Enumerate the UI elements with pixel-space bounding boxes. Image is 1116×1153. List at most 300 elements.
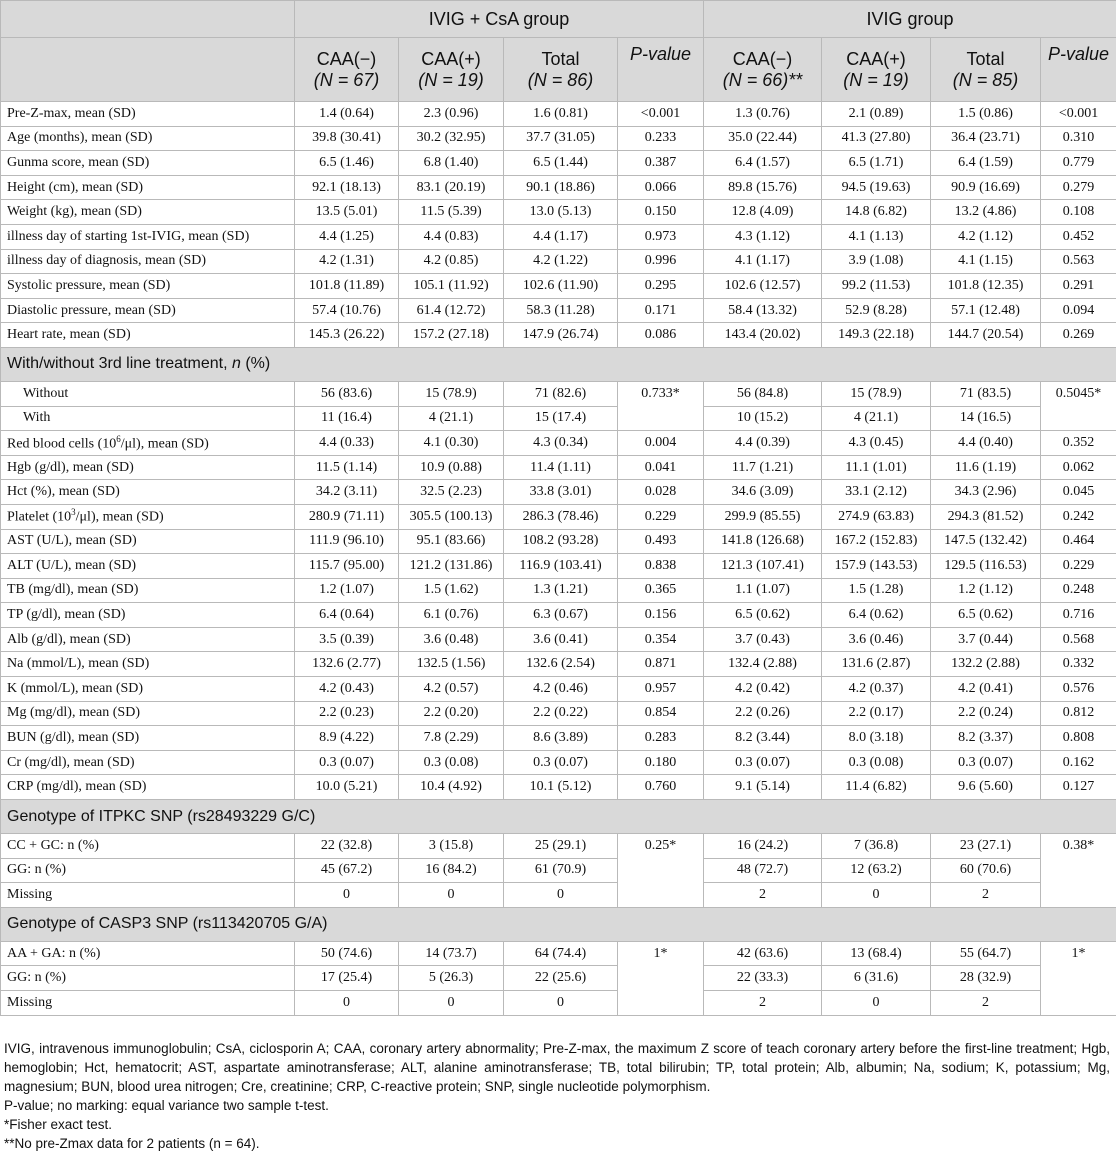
value-cell: 3.9 (1.08) — [822, 249, 931, 274]
section-title: Genotype of CASP3 SNP (rs113420705 G/A) — [1, 907, 1116, 941]
table-row — [1, 274, 1116, 299]
section-text: n — [232, 355, 241, 372]
row-label: Missing — [1, 991, 295, 1016]
p-value-cell: 0.779 — [1041, 151, 1116, 176]
value-cell: 94.5 (19.63) — [822, 175, 931, 200]
value-cell: 143.4 (20.02) — [704, 323, 822, 348]
p-value-cell: 0.248 — [1041, 578, 1116, 603]
value-cell: 56 (83.6) — [295, 381, 399, 406]
value-cell: 132.4 (2.88) — [704, 652, 822, 677]
table-row — [1, 578, 1116, 603]
value-cell: 102.6 (12.57) — [704, 274, 822, 299]
p-value-cell: 0.854 — [618, 701, 704, 726]
row-label: illness day of starting 1st-IVIG, mean (SD) — [1, 224, 295, 249]
table-row — [1, 966, 1116, 991]
p-value-cell: 0.150 — [618, 200, 704, 225]
table-row — [1, 775, 1116, 800]
value-cell: 4.2 (0.41) — [931, 677, 1041, 702]
row-label — [1, 431, 295, 456]
value-cell: 32.5 (2.23) — [399, 480, 504, 505]
value-cell: 58.4 (13.32) — [704, 298, 822, 323]
row-label: With — [1, 406, 295, 431]
value-cell: 4.2 (1.12) — [931, 224, 1041, 249]
value-cell: 10.4 (4.92) — [399, 775, 504, 800]
row-label: ALT (U/L), mean (SD) — [1, 554, 295, 579]
table-row — [1, 200, 1116, 225]
p-value-cell: 0.156 — [618, 603, 704, 628]
p-value-cell: 0.563 — [1041, 249, 1116, 274]
value-cell: 6.4 (1.57) — [704, 151, 822, 176]
table-row — [1, 677, 1116, 702]
section-text: (%) — [241, 355, 270, 372]
value-cell: 3.6 (0.48) — [399, 627, 504, 652]
p-value-cell: 0.086 — [618, 323, 704, 348]
value-cell: 6.5 (1.44) — [504, 151, 618, 176]
value-cell: 22 (32.8) — [295, 834, 399, 859]
group-header-row — [1, 1, 1116, 38]
value-cell: 14.8 (6.82) — [822, 200, 931, 225]
value-cell: 34.2 (3.11) — [295, 480, 399, 505]
value-cell: 6.3 (0.67) — [504, 603, 618, 628]
p-value-cell: 0.028 — [618, 480, 704, 505]
value-cell: 3.7 (0.44) — [931, 627, 1041, 652]
value-cell: 0.3 (0.07) — [931, 750, 1041, 775]
value-cell: 11.1 (1.01) — [822, 455, 931, 480]
value-cell: 0.3 (0.07) — [704, 750, 822, 775]
value-cell: 6.5 (1.71) — [822, 151, 931, 176]
value-cell: 0 — [399, 991, 504, 1016]
p-value-cell: 0.838 — [618, 554, 704, 579]
p-value-cell: 0.352 — [1041, 431, 1116, 456]
p-value-cell: 0.108 — [1041, 200, 1116, 225]
row-label: Without — [1, 381, 295, 406]
value-cell: 36.4 (23.71) — [931, 126, 1041, 151]
value-cell: 48 (72.7) — [704, 858, 822, 883]
value-cell: 0.3 (0.07) — [504, 750, 618, 775]
value-cell: 4.4 (0.39) — [704, 431, 822, 456]
value-cell: 299.9 (85.55) — [704, 504, 822, 529]
value-cell: 4.3 (1.12) — [704, 224, 822, 249]
row-label: Gunma score, mean (SD) — [1, 151, 295, 176]
value-cell: 11.7 (1.21) — [704, 455, 822, 480]
label-text: /μl), mean (SD) — [76, 510, 164, 525]
col-header-pvalue: P-value — [1041, 38, 1116, 102]
value-cell: 4.4 (0.40) — [931, 431, 1041, 456]
p-value-cell: 0.38* — [1041, 834, 1116, 908]
value-cell: 6.4 (1.59) — [931, 151, 1041, 176]
value-cell: 5 (26.3) — [399, 966, 504, 991]
p-value-cell: 0.162 — [1041, 750, 1116, 775]
value-cell: 0 — [822, 883, 931, 908]
value-cell: 61.4 (12.72) — [399, 298, 504, 323]
section-treatment — [1, 347, 1116, 381]
value-cell: 121.3 (107.41) — [704, 554, 822, 579]
table-row — [1, 249, 1116, 274]
p-value-cell: <0.001 — [1041, 102, 1116, 127]
value-cell: 1.6 (0.81) — [504, 102, 618, 127]
value-cell: 147.5 (132.42) — [931, 529, 1041, 554]
value-cell: 61 (70.9) — [504, 858, 618, 883]
abbreviations-note: IVIG, intravenous immunoglobulin; CsA, ciclosporin A; CAA, coronary artery abnormality; Pre-Z-max, the maximum Z score of teach coronary artery before the first-line treatment; Hgb, hemoglobin; Hct, hematocrit; AST, aspartate aminotransferase; ALT, alanine aminotransferase; TB, total bilirubin; TP, total protein; Alb, albumin; Na, sodium; K, potassium; Mg, magnesium; BUN, blood urea nitrogen; Cre, creatinine; CRP, C-reactive protein; SNP, single nucleotide polymorphism. — [4, 1039, 1110, 1096]
p-value-cell: 0.576 — [1041, 677, 1116, 702]
value-cell: 4.4 (1.17) — [504, 224, 618, 249]
group1-header: IVIG + CsA group — [295, 1, 704, 38]
row-label: Diastolic pressure, mean (SD) — [1, 298, 295, 323]
value-cell: 34.6 (3.09) — [704, 480, 822, 505]
p-value-cell: 0.171 — [618, 298, 704, 323]
row-label: TP (g/dl), mean (SD) — [1, 603, 295, 628]
value-cell: 2 — [704, 883, 822, 908]
value-cell: 17 (25.4) — [295, 966, 399, 991]
p-value-cell: 0.387 — [618, 151, 704, 176]
value-cell: 13.2 (4.86) — [931, 200, 1041, 225]
value-cell: 116.9 (103.41) — [504, 554, 618, 579]
value-cell: 11.5 (1.14) — [295, 455, 399, 480]
p-value-cell: 0.229 — [618, 504, 704, 529]
p-value-cell: 0.180 — [618, 750, 704, 775]
value-cell: 16 (24.2) — [704, 834, 822, 859]
value-cell: 6.5 (1.46) — [295, 151, 399, 176]
row-label: CRP (mg/dl), mean (SD) — [1, 775, 295, 800]
value-cell: 3.5 (0.39) — [295, 627, 399, 652]
table-row — [1, 323, 1116, 348]
value-cell: 13.5 (5.01) — [295, 200, 399, 225]
value-cell: 280.9 (71.11) — [295, 504, 399, 529]
section-title — [1, 347, 1116, 381]
value-cell: 157.2 (27.18) — [399, 323, 504, 348]
value-cell: 4.4 (1.25) — [295, 224, 399, 249]
value-cell: 8.6 (3.89) — [504, 726, 618, 751]
value-cell: 2 — [931, 883, 1041, 908]
label-text: /μl), mean (SD) — [121, 436, 209, 451]
value-cell: 12.8 (4.09) — [704, 200, 822, 225]
value-cell: 105.1 (11.92) — [399, 274, 504, 299]
p-value-cell: 0.452 — [1041, 224, 1116, 249]
p-value-cell: 0.493 — [618, 529, 704, 554]
row-label: Height (cm), mean (SD) — [1, 175, 295, 200]
row-label: GG: n (%) — [1, 858, 295, 883]
value-cell: 132.6 (2.54) — [504, 652, 618, 677]
value-cell: 58.3 (11.28) — [504, 298, 618, 323]
row-label: illness day of diagnosis, mean (SD) — [1, 249, 295, 274]
value-cell: 2.3 (0.96) — [399, 102, 504, 127]
value-cell: 4.4 (0.83) — [399, 224, 504, 249]
row-label: Age (months), mean (SD) — [1, 126, 295, 151]
value-cell: 286.3 (78.46) — [504, 504, 618, 529]
value-cell: 6 (31.6) — [822, 966, 931, 991]
p-value-cell: 0.812 — [1041, 701, 1116, 726]
col-header: CAA(+) (N = 19) — [822, 38, 931, 102]
value-cell: 129.5 (116.53) — [931, 554, 1041, 579]
p-value-cell: 0.5045* — [1041, 381, 1116, 430]
value-cell: 4.1 (1.17) — [704, 249, 822, 274]
row-label: Cr (mg/dl), mean (SD) — [1, 750, 295, 775]
table-row — [1, 102, 1116, 127]
p-value-cell: 0.957 — [618, 677, 704, 702]
value-cell: 167.2 (152.83) — [822, 529, 931, 554]
value-cell: 0.3 (0.07) — [295, 750, 399, 775]
value-cell: 305.5 (100.13) — [399, 504, 504, 529]
value-cell: 1.1 (1.07) — [704, 578, 822, 603]
p-value-cell: 0.25* — [618, 834, 704, 908]
value-cell: 132.2 (2.88) — [931, 652, 1041, 677]
table-row — [1, 627, 1116, 652]
col-header: Total (N = 86) — [504, 38, 618, 102]
value-cell: 4.1 (1.13) — [822, 224, 931, 249]
p-value-cell: 0.269 — [1041, 323, 1116, 348]
value-cell: 99.2 (11.53) — [822, 274, 931, 299]
section-itpkc — [1, 800, 1116, 834]
p-value-cell: 0.283 — [618, 726, 704, 751]
value-cell: 6.4 (0.64) — [295, 603, 399, 628]
value-cell: 6.5 (0.62) — [931, 603, 1041, 628]
value-cell: 6.4 (0.62) — [822, 603, 931, 628]
col-header: CAA(−) (N = 67) — [295, 38, 399, 102]
p-value-cell: 0.365 — [618, 578, 704, 603]
value-cell: 1.5 (0.86) — [931, 102, 1041, 127]
value-cell: 8.0 (3.18) — [822, 726, 931, 751]
label-text: Platelet (10 — [7, 510, 71, 525]
table-row — [1, 151, 1116, 176]
value-cell: 39.8 (30.41) — [295, 126, 399, 151]
value-cell: 2.2 (0.22) — [504, 701, 618, 726]
value-cell: 2.2 (0.24) — [931, 701, 1041, 726]
value-cell: 2.2 (0.26) — [704, 701, 822, 726]
value-cell: 102.6 (11.90) — [504, 274, 618, 299]
value-cell: 4.4 (0.33) — [295, 431, 399, 456]
row-label: AA + GA: n (%) — [1, 941, 295, 966]
value-cell: 7.8 (2.29) — [399, 726, 504, 751]
value-cell: 0 — [295, 883, 399, 908]
value-cell: 0 — [504, 883, 618, 908]
label-text: Red blood cells (10 — [7, 436, 116, 451]
table-row — [1, 480, 1116, 505]
value-cell: 2 — [931, 991, 1041, 1016]
value-cell: 25 (29.1) — [504, 834, 618, 859]
value-cell: 0 — [399, 883, 504, 908]
value-cell: 34.3 (2.96) — [931, 480, 1041, 505]
value-cell: 60 (70.6) — [931, 858, 1041, 883]
value-cell: 9.6 (5.60) — [931, 775, 1041, 800]
value-cell: 108.2 (93.28) — [504, 529, 618, 554]
p-value-cell: 0.760 — [618, 775, 704, 800]
row-label: Weight (kg), mean (SD) — [1, 200, 295, 225]
value-cell: 90.9 (16.69) — [931, 175, 1041, 200]
value-cell: 57.1 (12.48) — [931, 298, 1041, 323]
col-header: CAA(+) (N = 19) — [399, 38, 504, 102]
p-value-cell: 0.242 — [1041, 504, 1116, 529]
value-cell: 15 (17.4) — [504, 406, 618, 431]
value-cell: 90.1 (18.86) — [504, 175, 618, 200]
value-cell: 4.3 (0.45) — [822, 431, 931, 456]
section-text: With/without 3rd line treatment, — [7, 355, 228, 372]
value-cell: 144.7 (20.54) — [931, 323, 1041, 348]
table-row — [1, 529, 1116, 554]
p-value-cell: 0.310 — [1041, 126, 1116, 151]
value-cell: 147.9 (26.74) — [504, 323, 618, 348]
group2-header: IVIG group — [704, 1, 1116, 38]
row-label: CC + GC: n (%) — [1, 834, 295, 859]
value-cell: 55 (64.7) — [931, 941, 1041, 966]
row-label: BUN (g/dl), mean (SD) — [1, 726, 295, 751]
table-row — [1, 941, 1116, 966]
value-cell: 41.3 (27.80) — [822, 126, 931, 151]
value-cell: 22 (25.6) — [504, 966, 618, 991]
value-cell: 42 (63.6) — [704, 941, 822, 966]
value-cell: 4.2 (1.31) — [295, 249, 399, 274]
value-cell: 4.2 (0.37) — [822, 677, 931, 702]
p-value-cell: 0.733* — [618, 381, 704, 430]
column-header-row — [1, 38, 1116, 102]
p-value-cell: 0.004 — [618, 431, 704, 456]
value-cell: 0 — [504, 991, 618, 1016]
table-row — [1, 126, 1116, 151]
label-exponent: 6 — [116, 434, 121, 444]
row-label: TB (mg/dl), mean (SD) — [1, 578, 295, 603]
value-cell: 10 (15.2) — [704, 406, 822, 431]
table-row — [1, 991, 1116, 1016]
value-cell: 56 (84.8) — [704, 381, 822, 406]
table-row — [1, 298, 1116, 323]
value-cell: 35.0 (22.44) — [704, 126, 822, 151]
value-cell: 83.1 (20.19) — [399, 175, 504, 200]
p-value-cell: <0.001 — [618, 102, 704, 127]
value-cell: 28 (32.9) — [931, 966, 1041, 991]
value-cell: 0 — [822, 991, 931, 1016]
value-cell: 6.1 (0.76) — [399, 603, 504, 628]
value-cell: 1.5 (1.28) — [822, 578, 931, 603]
row-label: Mg (mg/dl), mean (SD) — [1, 701, 295, 726]
value-cell: 37.7 (31.05) — [504, 126, 618, 151]
row-label: AST (U/L), mean (SD) — [1, 529, 295, 554]
value-cell: 0.3 (0.08) — [822, 750, 931, 775]
value-cell: 145.3 (26.22) — [295, 323, 399, 348]
table-body — [1, 102, 1116, 1016]
value-cell: 4.2 (0.42) — [704, 677, 822, 702]
value-cell: 111.9 (96.10) — [295, 529, 399, 554]
table-row — [1, 224, 1116, 249]
table-row — [1, 883, 1116, 908]
value-cell: 10.0 (5.21) — [295, 775, 399, 800]
row-label: Hct (%), mean (SD) — [1, 480, 295, 505]
row-label: K (mmol/L), mean (SD) — [1, 677, 295, 702]
section-title: Genotype of ITPKC SNP (rs28493229 G/C) — [1, 800, 1116, 834]
value-cell: 4.1 (1.15) — [931, 249, 1041, 274]
p-value-cell: 1* — [618, 941, 704, 1015]
value-cell: 9.1 (5.14) — [704, 775, 822, 800]
row-label: Heart rate, mean (SD) — [1, 323, 295, 348]
p-value-cell: 0.808 — [1041, 726, 1116, 751]
value-cell: 115.7 (95.00) — [295, 554, 399, 579]
row-label: Na (mmol/L), mean (SD) — [1, 652, 295, 677]
footnotes — [4, 1039, 1110, 1153]
value-cell: 1.5 (1.62) — [399, 578, 504, 603]
row-label: Hgb (g/dl), mean (SD) — [1, 455, 295, 480]
value-cell: 132.6 (2.77) — [295, 652, 399, 677]
value-cell: 30.2 (32.95) — [399, 126, 504, 151]
value-cell: 23 (27.1) — [931, 834, 1041, 859]
value-cell: 12 (63.2) — [822, 858, 931, 883]
value-cell: 8.2 (3.37) — [931, 726, 1041, 751]
value-cell: 92.1 (18.13) — [295, 175, 399, 200]
table-row — [1, 381, 1116, 406]
label-exponent: 3 — [71, 507, 76, 517]
value-cell: 14 (73.7) — [399, 941, 504, 966]
table-row-platelet — [1, 504, 1116, 529]
p-value-cell: 0.279 — [1041, 175, 1116, 200]
value-cell: 131.6 (2.87) — [822, 652, 931, 677]
p-value-cell: 0.127 — [1041, 775, 1116, 800]
col-header: Total (N = 85) — [931, 38, 1041, 102]
value-cell: 2.1 (0.89) — [822, 102, 931, 127]
value-cell: 57.4 (10.76) — [295, 298, 399, 323]
p-value-cell: 0.716 — [1041, 603, 1116, 628]
value-cell: 50 (74.6) — [295, 941, 399, 966]
value-cell: 64 (74.4) — [504, 941, 618, 966]
value-cell: 4.2 (1.22) — [504, 249, 618, 274]
p-value-cell: 0.062 — [1041, 455, 1116, 480]
table-row — [1, 701, 1116, 726]
value-cell: 11.4 (6.82) — [822, 775, 931, 800]
table-row — [1, 603, 1116, 628]
value-cell: 11.4 (1.11) — [504, 455, 618, 480]
value-cell: 3.6 (0.41) — [504, 627, 618, 652]
p-value-cell: 0.295 — [618, 274, 704, 299]
value-cell: 1.2 (1.12) — [931, 578, 1041, 603]
value-cell: 6.8 (1.40) — [399, 151, 504, 176]
p-value-cell: 0.354 — [618, 627, 704, 652]
value-cell: 4.3 (0.34) — [504, 431, 618, 456]
table-row — [1, 554, 1116, 579]
value-cell: 0 — [295, 991, 399, 1016]
value-cell: 1.3 (0.76) — [704, 102, 822, 127]
value-cell: 157.9 (143.53) — [822, 554, 931, 579]
value-cell: 2.2 (0.20) — [399, 701, 504, 726]
value-cell: 3 (15.8) — [399, 834, 504, 859]
value-cell: 101.8 (12.35) — [931, 274, 1041, 299]
row-label: Pre-Z-max, mean (SD) — [1, 102, 295, 127]
value-cell: 95.1 (83.66) — [399, 529, 504, 554]
table-row-rbc — [1, 431, 1116, 456]
table-row — [1, 175, 1116, 200]
value-cell: 4 (21.1) — [822, 406, 931, 431]
row-label: Systolic pressure, mean (SD) — [1, 274, 295, 299]
value-cell: 33.8 (3.01) — [504, 480, 618, 505]
value-cell: 3.6 (0.46) — [822, 627, 931, 652]
value-cell: 33.1 (2.12) — [822, 480, 931, 505]
value-cell: 0.3 (0.08) — [399, 750, 504, 775]
p-value-cell: 0.066 — [618, 175, 704, 200]
value-cell: 4.2 (0.43) — [295, 677, 399, 702]
row-label: GG: n (%) — [1, 966, 295, 991]
value-cell: 6.5 (0.62) — [704, 603, 822, 628]
value-cell: 13.0 (5.13) — [504, 200, 618, 225]
value-cell: 4.2 (0.46) — [504, 677, 618, 702]
value-cell: 8.9 (4.22) — [295, 726, 399, 751]
table-row — [1, 750, 1116, 775]
col-header: CAA(−) (N = 66)** — [704, 38, 822, 102]
value-cell: 274.9 (63.83) — [822, 504, 931, 529]
value-cell: 45 (67.2) — [295, 858, 399, 883]
value-cell: 3.7 (0.43) — [704, 627, 822, 652]
value-cell: 4.2 (0.57) — [399, 677, 504, 702]
p-value-cell: 0.041 — [618, 455, 704, 480]
value-cell: 71 (82.6) — [504, 381, 618, 406]
value-cell: 71 (83.5) — [931, 381, 1041, 406]
value-cell: 15 (78.9) — [399, 381, 504, 406]
p-value-cell: 0.291 — [1041, 274, 1116, 299]
row-label — [1, 504, 295, 529]
